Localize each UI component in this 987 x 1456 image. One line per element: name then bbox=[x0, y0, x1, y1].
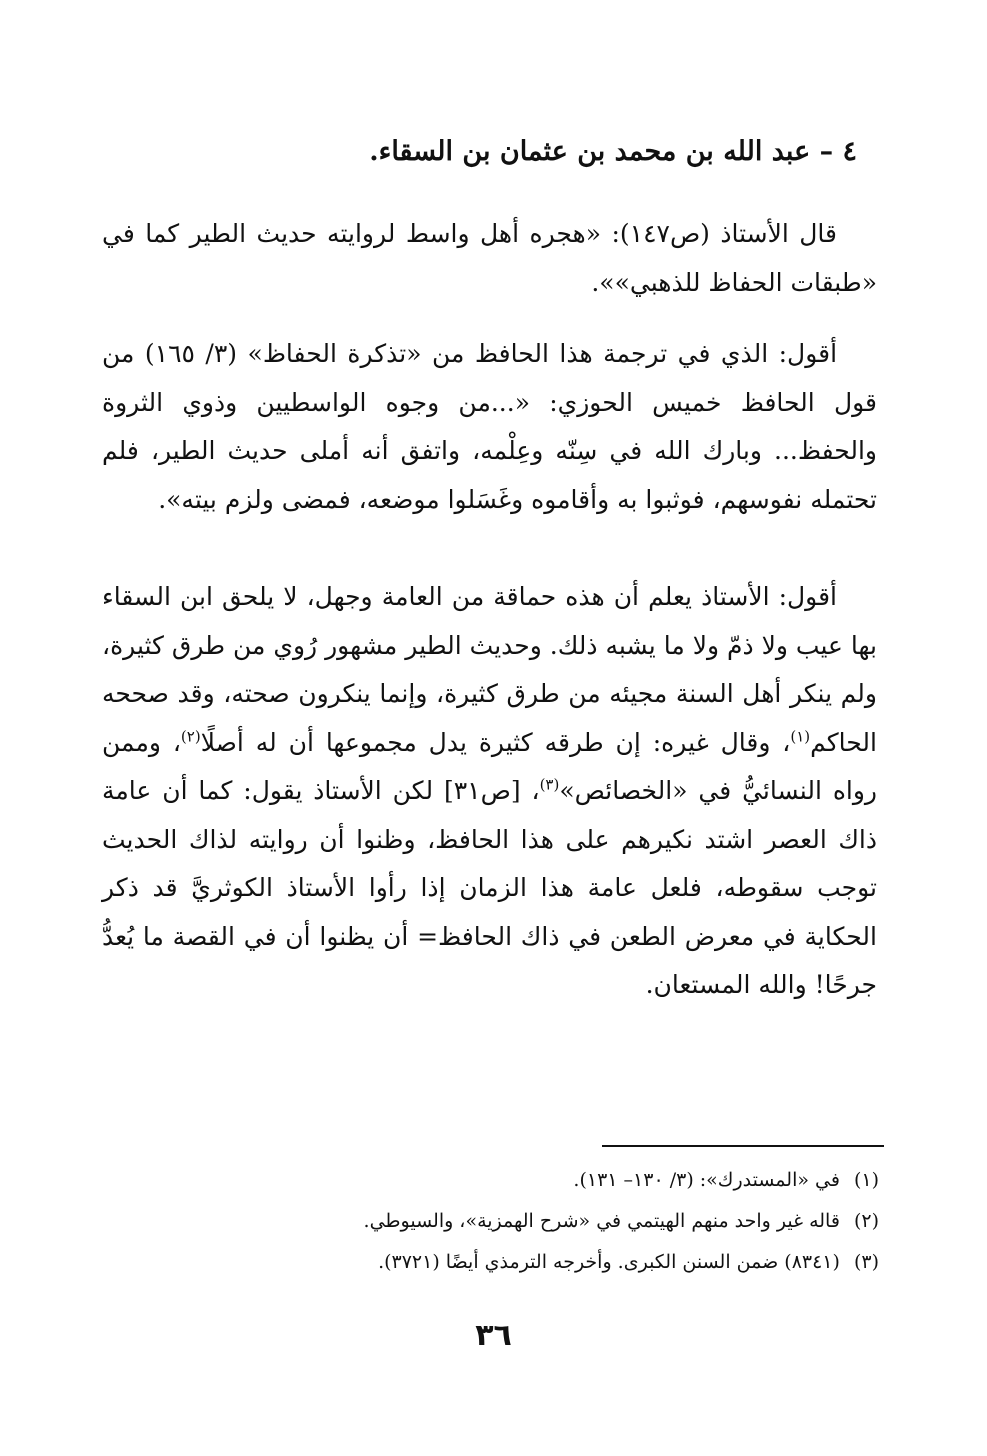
footnote-text: (٨٣٤١) ضمن السنن الكبرى. وأخرجه الترمذي أيضًا (٣٧٢١). bbox=[378, 1251, 840, 1273]
paragraph-3-part-3: ، وممن رواه النسائيُّ في «الخصائص» bbox=[102, 727, 878, 805]
footnote-3 bbox=[104, 1242, 879, 1283]
paragraph-3-part-2: ، وقال غيره: إن طرقه كثيرة يدل مجموعها أن له أصلًا bbox=[200, 727, 791, 757]
section-heading: ٤ – عبد الله بن محمد بن عثمان بن السقاء. bbox=[369, 136, 857, 167]
footnote-ref-1: (١) bbox=[790, 727, 811, 746]
footnote-ref-3: (٣) bbox=[539, 775, 560, 794]
footnote-ref-2: (٢) bbox=[180, 727, 201, 746]
page-number: ٣٦ bbox=[475, 1318, 512, 1353]
footnotes bbox=[104, 1160, 879, 1283]
paragraph-1: قال الأستاذ (ص١٤٧): «هجره أهل واسط لروايته حديث الطير كما في «طبقات الحفاظ للذهبي»». bbox=[102, 219, 877, 297]
paragraph-2: أقول: الذي في ترجمة هذا الحافظ من «تذكرة الحفاظ» (٣/ ١٦٥) من قول الحافظ خميس الحوزي: «...من وجوه الواسطيين وذوي الثروة والحفظ... وبارك الله في سِنّه وعِلْمه، واتفق أنه أملى حديث الطير، فلم تحتمله نفوسهم، فوثبوا به وأقاموه وغَسَلوا موضعه، فمضى ولزم بيته». bbox=[102, 339, 877, 514]
paragraph-3-part-1: أقول: الأستاذ يعلم أن هذه حماقة من العامة وجهل، لا يلحق ابن السقاء بها عيب ولا ذمّ ولا ما يشبه ذلك. وحديث الطير مشهور رُوي من طرق كثيرة، ولم ينكر أهل السنة مجيئه من طرق كثيرة، وإنما ينكرون صحته، وقد صححه الحاكم bbox=[102, 582, 877, 757]
footnote-1 bbox=[104, 1160, 879, 1201]
footnote-text: قاله غير واحد منهم الهيتمي في «شرح الهمزية»، والسيوطي. bbox=[363, 1210, 840, 1232]
footnote-number: (٢) bbox=[853, 1210, 879, 1232]
paragraph-3-part-4: ، [ص٣١] لكن الأستاذ يقول: كما أن عامة ذاك العصر اشتد نكيرهم على هذا الحافظ، وظنوا أن روايته لذاك الحديث توجب سقوطه، فلعل عامة هذا الزمان إذا رأوا الأستاذ الكوثريَّ قد ذكر الحكاية في معرض الطعن في ذاك الحافظ= أن يظنوا أن في القصة ما يُعدُّ جرحًا! والله المستعان. bbox=[102, 776, 877, 999]
footnote-divider bbox=[602, 1145, 884, 1147]
footnote-number: (١) bbox=[853, 1169, 879, 1191]
paragraph-3 bbox=[102, 573, 877, 1010]
footnote-2 bbox=[104, 1201, 879, 1242]
footnote-text: في «المستدرك»: (٣/ ١٣٠– ١٣١). bbox=[573, 1169, 840, 1191]
footnote-number: (٣) bbox=[853, 1251, 879, 1273]
